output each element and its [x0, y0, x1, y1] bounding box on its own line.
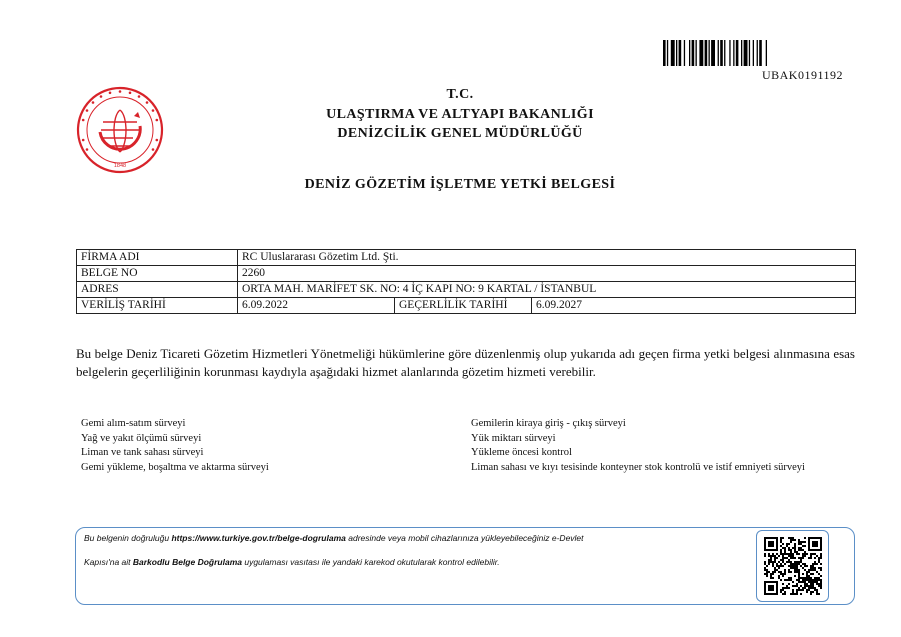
barcode-image — [663, 40, 843, 66]
list-item: Gemi yükleme, boşaltma ve aktarma sürveyi — [81, 461, 269, 473]
verification-prefix: Bu belgenin doğruluğu — [84, 533, 172, 543]
list-item: Gemi alım-satım sürveyi — [81, 418, 186, 429]
authorization-paragraph: Bu belge Deniz Ticareti Gözetim Hizmetleri Yönetmeliği hükümlerine göre düzenlenmiş olup yukarıda adı geçen firma yetki belgesi alınmasına esas belgelerin geçerliliğinin korunması kaydıyla aşağıdaki hizmet alanlarında gözetim hizmeti verebilir. — [76, 346, 855, 379]
adres-value: ORTA MAH. MARİFET SK. NO: 4 İÇ KAPI NO: 9 KARTAL / İSTANBUL — [238, 282, 856, 298]
belge-no-label: BELGE NO — [77, 266, 238, 282]
table-row — [77, 298, 856, 314]
services-list-left — [81, 417, 461, 475]
gecerlilik-value: 6.09.2027 — [532, 298, 856, 314]
seal-year — [114, 163, 126, 169]
verification-suffix-2: uygulaması vasıtası ile yandaki karekod okutularak kontrol edilebilir. — [241, 557, 500, 567]
verification-line-2 — [84, 557, 500, 567]
document-code: UBAK0191192 — [761, 68, 843, 82]
header-country: T.C. — [446, 87, 474, 102]
verilis-value: 6.09.2022 — [238, 298, 395, 314]
svg-text:1848: 1848 — [113, 163, 127, 169]
list-item: Liman ve tank sahası sürveyi — [81, 447, 204, 458]
verification-line-1 — [84, 533, 584, 543]
ministry-seal-logo — [76, 86, 164, 174]
header-directorate: DENİZCİLİK GENEL MÜDÜRLÜĞÜ — [337, 126, 583, 141]
verification-prefix-2: Kapısı'na ait — [84, 557, 133, 567]
services-list-right — [471, 417, 871, 475]
table-row — [77, 282, 856, 298]
belge-no-value: 2260 — [238, 266, 856, 282]
firma-label: FİRMA ADI — [77, 250, 238, 266]
verilis-label: VERİLİŞ TARİHİ — [77, 298, 238, 314]
verification-app-name: Barkodlu Belge Doğrulama — [132, 557, 242, 567]
table-row — [77, 266, 856, 282]
firma-value: RC Uluslararası Gözetim Ltd. Şti. — [238, 250, 856, 266]
table-row — [77, 250, 856, 266]
list-item: Yük miktarı sürveyi — [471, 432, 556, 444]
company-info-table — [76, 249, 856, 314]
verification-suffix: adresinde veya mobil cihazlarınıza yükleyebileceğiniz e-Devlet — [345, 533, 584, 543]
list-item: Yükleme öncesi kontrol — [471, 447, 572, 458]
qr-code-image — [764, 537, 822, 595]
adres-label: ADRES — [77, 282, 238, 298]
qr-code-frame — [756, 530, 829, 602]
header-ministry: ULAŞTIRMA VE ALTYAPI BAKANLIĞI — [326, 107, 594, 122]
gecerlilik-label: GEÇERLİLİK TARİHİ — [395, 298, 532, 314]
list-item: Gemilerin kiraya giriş - çıkış sürveyi — [471, 418, 626, 429]
list-item: Yağ ve yakıt ölçümü sürveyi — [81, 432, 202, 444]
verification-url-link[interactable]: https://www.turkiye.gov.tr/belge-dogrulama — [171, 533, 346, 543]
list-item: Liman sahası ve kıyı tesisinde konteyner stok kontrolü ve istif emniyeti sürveyi — [471, 461, 805, 473]
document-title: DENİZ GÖZETİM İŞLETME YETKİ BELGESİ — [304, 177, 616, 192]
